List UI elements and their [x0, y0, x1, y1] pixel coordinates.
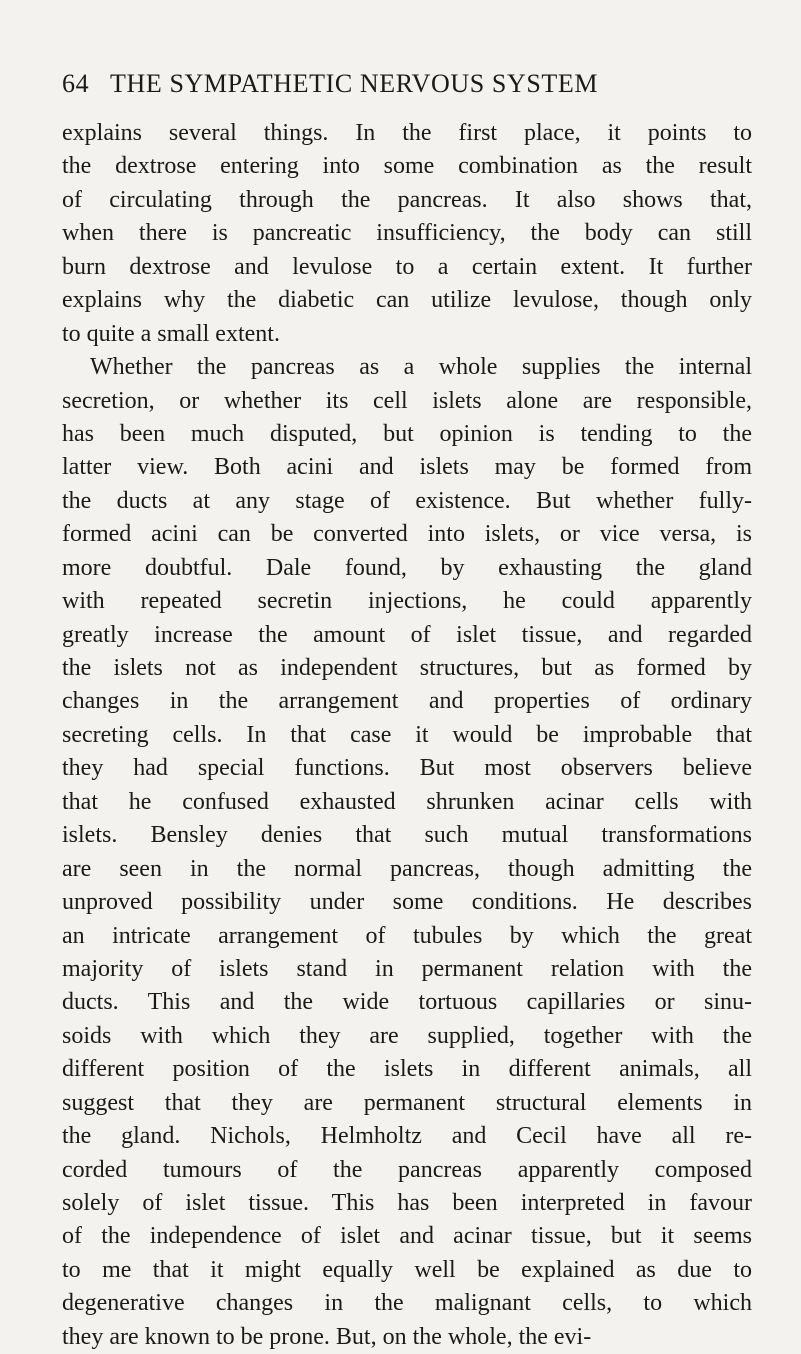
text-line: different position of the islets in different animals, all: [62, 1056, 752, 1083]
text-line: an intricate arrangement of tubules by which the great: [62, 922, 752, 949]
text-line: to quite a small extent.: [62, 320, 280, 347]
text-line: more doubtful. Dale found, by exhausting the gland: [62, 554, 752, 581]
text-line: they are known to be prone. But, on the whole, the evi-: [62, 1323, 592, 1350]
text-line: secretion, or whether its cell islets alone are responsible,: [62, 387, 752, 414]
text-line: are seen in the normal pancreas, though admitting the: [62, 855, 752, 882]
text-line: that he confused exhausted shrunken acinar cells with: [62, 788, 752, 815]
text-line: the islets not as independent structures, but as formed by: [62, 655, 752, 681]
text-line: the gland. Nichols, Helmholtz and Cecil have all re-: [62, 1123, 752, 1150]
text-line: corded tumours of the pancreas apparently composed: [62, 1156, 752, 1183]
running-title: THE SYMPATHETIC NERVOUS SYSTEM: [110, 69, 599, 98]
text-line: explains several things. In the first place, it points to: [62, 120, 752, 146]
text-line: latter view. Both acini and islets may be formed from: [62, 454, 752, 481]
text-line: secreting cells. In that case it would be improbable that: [62, 721, 752, 748]
text-line: they had special functions. But most observers believe: [62, 755, 752, 782]
body-text: [62, 117, 752, 1354]
text-line: suggest that they are permanent structural elements in: [62, 1089, 752, 1116]
text-line: unproved possibility under some conditions. He describes: [62, 889, 752, 916]
text-line: degenerative changes in the malignant cells, to which: [62, 1290, 752, 1317]
text-line: of the independence of islet and acinar tissue, but it seems: [62, 1223, 752, 1250]
text-line: formed acini can be converted into islets, or vice versa, is: [62, 521, 752, 548]
text-line: has been much disputed, but opinion is tending to the: [62, 420, 752, 447]
text-line: islets. Bensley denies that such mutual transformations: [62, 822, 752, 849]
text-line: when there is pancreatic insufficiency, the body can still: [62, 220, 752, 247]
text-line: the ducts at any stage of existence. But whether fully-: [62, 487, 752, 514]
text-line: majority of islets stand in permanent relation with the: [62, 955, 752, 982]
text-line: solely of islet tissue. This has been interpreted in favour: [62, 1190, 752, 1216]
text-line: soids with which they are supplied, together with the: [62, 1022, 752, 1049]
text-line: of circulating through the pancreas. It also shows that,: [62, 186, 752, 213]
running-head: [62, 64, 762, 104]
text-line: with repeated secretin injections, he could apparently: [62, 588, 752, 615]
text-line: ducts. This and the wide tortuous capillaries or sinu-: [62, 989, 752, 1016]
text-line: to me that it might equally well be explained as due to: [62, 1256, 752, 1283]
text-line: changes in the arrangement and properties of ordinary: [62, 688, 752, 715]
text-line: burn dextrose and levulose to a certain extent. It further: [62, 253, 752, 280]
text-line: explains why the diabetic can utilize levulose, though only: [62, 287, 752, 314]
text-line: Whether the pancreas as a whole supplies the internal: [90, 354, 752, 381]
text-line: greatly increase the amount of islet tissue, and regarded: [62, 621, 752, 648]
text-line: the dextrose entering into some combination as the result: [62, 153, 752, 180]
page-number: 64: [62, 69, 90, 98]
